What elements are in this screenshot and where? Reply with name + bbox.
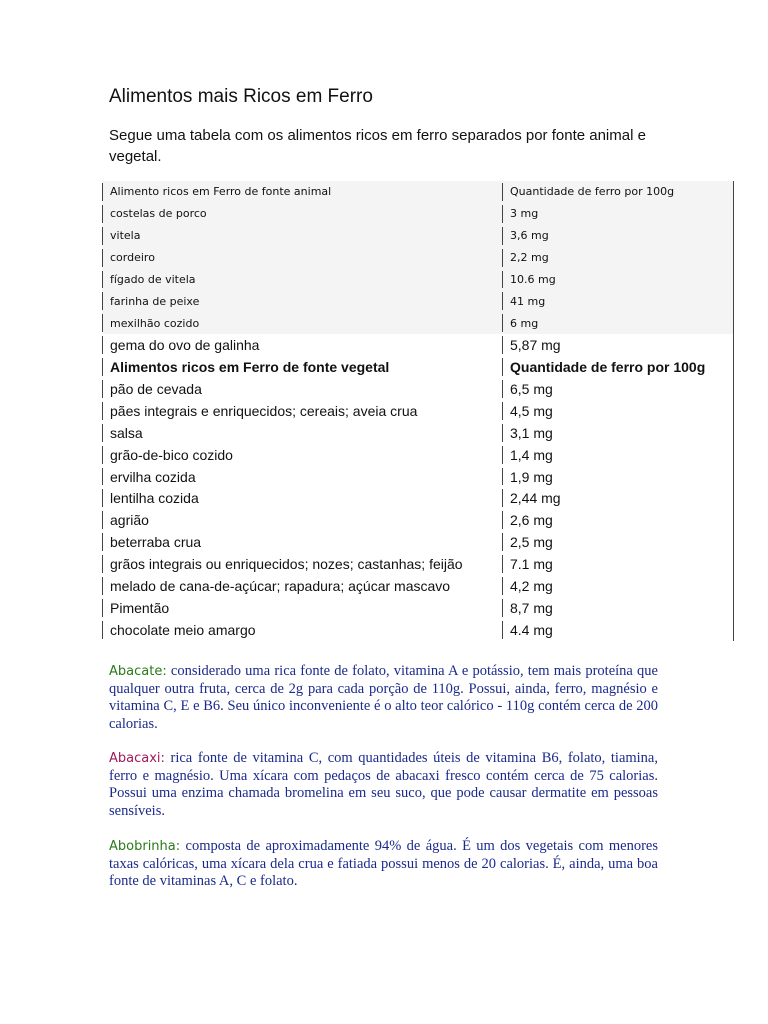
table-row (102, 509, 733, 531)
table-cell-food: grãos integrais ou enriquecidos; nozes; castanhas; feijão (102, 555, 510, 573)
table-cell-food: pão de cevada (102, 380, 510, 398)
paragraph-text: composta de aproximadamente 94% de água. É um dos vegetais com menores taxas calóricas, uma xícara dela crua e fatiada possui menos de 20 calorias. É, ainda, uma boa fonte de vitaminas A, C e folato. (109, 838, 658, 889)
table-row (102, 531, 733, 553)
table-cell-food: grão-de-bico cozido (102, 446, 510, 464)
paragraph-text: rica fonte de vitamina C, com quantidades úteis de vitamina B6, folato, tiamina, ferro e magnésio. Uma xícara com pedaços de abacaxi fresco contém cerca de 75 calorias. Possui uma enzima chamada bromelina em seu suco, que pode causar dermatite em pessoas sensíveis. (109, 750, 658, 819)
table-row (102, 203, 733, 225)
paragraph-keyword: Abacate: (109, 664, 167, 679)
table-cell-amount: 4.4 mg (502, 621, 733, 639)
table-cell-food: agrião (102, 511, 510, 529)
table-cell-amount: 3,1 mg (502, 424, 733, 442)
table-row (102, 334, 733, 356)
table-header-cell: Quantidade de ferro por 100g (502, 358, 733, 376)
table-row (102, 597, 733, 619)
table-cell-amount: 3,6 mg (502, 227, 733, 245)
table-row (102, 247, 733, 269)
table-cell-amount: 2,44 mg (502, 489, 733, 507)
table-cell-food: vitela (102, 227, 510, 245)
table-cell-food: fígado de vitela (102, 271, 510, 289)
table-row (102, 553, 733, 575)
table-header-cell: Alimentos ricos em Ferro de fonte vegetal (102, 358, 510, 376)
table-row (102, 269, 733, 291)
paragraph-text: considerado uma rica fonte de folato, vitamina A e potássio, tem mais proteína que qualquer outra fruta, cerca de 2g para cada porção de 110g. Possui, ainda, ferro, magnésio e vitamina C, E e B6. Seu único inconveniente é o alto teor calórico - 110g contém cerca de 200 calorias. (109, 663, 658, 732)
iron-table (102, 181, 734, 641)
table-cell-amount: 2,5 mg (502, 533, 733, 551)
paragraph-abacaxi (109, 750, 658, 820)
table-row (102, 400, 733, 422)
table-cell-amount: 10.6 mg (502, 271, 733, 289)
table-cell-food: beterraba crua (102, 533, 510, 551)
table-cell-amount: 4,5 mg (502, 402, 733, 420)
table-cell-amount: 7.1 mg (502, 555, 733, 573)
intro-text: Segue uma tabela com os alimentos ricos em ferro separados por fonte animal e vegetal. (109, 127, 646, 165)
table-cell-food: cordeiro (102, 249, 510, 267)
paragraph-abobrinha (109, 838, 658, 891)
table-header-vegetal (102, 356, 733, 378)
table-row (102, 290, 733, 312)
table-cell-food: gema do ovo de galinha (102, 336, 510, 354)
table-cell-food: pães integrais e enriquecidos; cereais; aveia crua (102, 402, 510, 420)
table-header-animal (102, 181, 733, 203)
table-row (102, 422, 733, 444)
table-row (102, 487, 733, 509)
table-cell-amount: 1,9 mg (502, 468, 733, 486)
table-cell-food: ervilha cozida (102, 468, 510, 486)
paragraph-keyword: Abacaxi: (109, 751, 165, 766)
table-row (102, 575, 733, 597)
table-cell-food: chocolate meio amargo (102, 621, 510, 639)
table-header-cell: Alimento ricos em Ferro de fonte animal (102, 183, 510, 201)
paragraph-keyword: Abobrinha: (109, 839, 181, 854)
table-cell-amount: 5,87 mg (502, 336, 733, 354)
table-cell-food: mexilhão cozido (102, 314, 510, 332)
table-cell-amount: 1,4 mg (502, 446, 733, 464)
table-cell-food: Pimentão (102, 599, 510, 617)
table-row (102, 225, 733, 247)
table-cell-amount: 3 mg (502, 205, 733, 223)
table-cell-food: melado de cana-de-açúcar; rapadura; açúcar mascavo (102, 577, 510, 595)
table-header-cell: Quantidade de ferro por 100g (502, 183, 733, 201)
table-row (102, 466, 733, 488)
table-cell-amount: 4,2 mg (502, 577, 733, 595)
paragraph-abacate (109, 663, 658, 733)
table-row (102, 378, 733, 400)
table-cell-food: costelas de porco (102, 205, 510, 223)
table-row (102, 312, 733, 334)
table-cell-food: salsa (102, 424, 510, 442)
table-cell-amount: 6 mg (502, 314, 733, 332)
table-cell-food: lentilha cozida (102, 489, 510, 507)
table-cell-amount: 41 mg (502, 292, 733, 310)
table-row (102, 619, 733, 641)
table-cell-food: farinha de peixe (102, 292, 510, 310)
table-cell-amount: 8,7 mg (502, 599, 733, 617)
table-cell-amount: 2,2 mg (502, 249, 733, 267)
table-cell-amount: 6,5 mg (502, 380, 733, 398)
table-row (102, 444, 733, 466)
page-title: Alimentos mais Ricos em Ferro (109, 86, 373, 107)
table-cell-amount: 2,6 mg (502, 511, 733, 529)
